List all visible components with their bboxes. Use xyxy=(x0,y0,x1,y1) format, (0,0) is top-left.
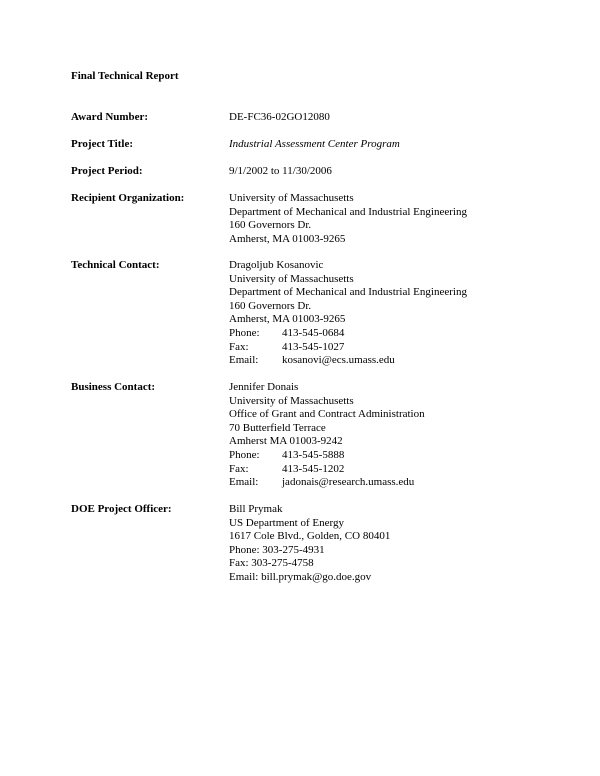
phone-label: Phone: xyxy=(229,326,260,339)
recipient-line: University of Massachusetts xyxy=(229,192,354,204)
email-label: Email: xyxy=(229,354,259,367)
business-contact-line: 70 Butterfield Terrace xyxy=(229,421,326,434)
business-contact-line: Jennifer Donais xyxy=(229,381,299,393)
recipient-organization-label: Recipient Organization: xyxy=(71,192,185,204)
technical-contact-label: Technical Contact: xyxy=(71,259,160,271)
award-number-label: Award Number: xyxy=(71,111,149,123)
business-contact-phone xyxy=(229,449,425,463)
project-title-label: Project Title: xyxy=(71,138,134,150)
fax-label: Fax: xyxy=(229,462,249,475)
business-contact-label: Business Contact: xyxy=(71,381,156,393)
email-value: jadonais@research.umass.edu xyxy=(282,476,415,489)
recipient-organization-value xyxy=(229,192,467,246)
fax-label: Fax: xyxy=(229,340,249,353)
doe-project-officer-label: DOE Project Officer: xyxy=(71,503,172,515)
technical-contact-line: University of Massachusetts xyxy=(229,272,354,285)
doe-officer-line: Phone: 303-275-4931 xyxy=(229,543,325,556)
business-contact-value xyxy=(229,381,425,490)
phone-value: 413-545-5888 xyxy=(282,448,345,461)
project-title-value: Industrial Assessment Center Program xyxy=(229,138,400,150)
fax-value: 413-545-1027 xyxy=(282,340,345,353)
business-contact-fax xyxy=(229,463,425,477)
email-value: kosanovi@ecs.umass.edu xyxy=(282,354,395,367)
email-label: Email: xyxy=(229,476,259,489)
doe-officer-line: Fax: 303-275-4758 xyxy=(229,557,314,570)
fax-value: 413-545-1202 xyxy=(282,462,345,475)
report-title: Final Technical Report xyxy=(71,70,179,82)
project-period-label: Project Period: xyxy=(71,165,143,177)
technical-contact-line: Dragoljub Kosanovic xyxy=(229,259,324,271)
recipient-line: 160 Governors Dr. xyxy=(229,219,312,232)
doe-project-officer-value xyxy=(229,503,390,585)
technical-contact-fax xyxy=(229,341,467,355)
recipient-line: Department of Mechanical and Industrial Engineering xyxy=(229,205,467,218)
doe-officer-line: 1617 Cole Blvd., Golden, CO 80401 xyxy=(229,530,391,543)
technical-contact-value xyxy=(229,259,467,368)
business-contact-line: Amherst MA 01003-9242 xyxy=(229,435,343,448)
business-contact-line: Office of Grant and Contract Administration xyxy=(229,408,425,421)
technical-contact-line: Department of Mechanical and Industrial Engineering xyxy=(229,286,467,299)
doe-officer-line: Email: bill.prymak@go.doe.gov xyxy=(229,570,372,583)
business-contact-line: University of Massachusetts xyxy=(229,394,354,407)
business-contact-email xyxy=(229,476,425,490)
doe-officer-line: Bill Prymak xyxy=(229,503,283,515)
award-number-value: DE-FC36-02GO12080 xyxy=(229,111,330,123)
technical-contact-email xyxy=(229,354,467,368)
phone-label: Phone: xyxy=(229,448,260,461)
phone-value: 413-545-0684 xyxy=(282,326,345,339)
technical-contact-line: 160 Governors Dr. xyxy=(229,299,312,312)
technical-contact-line: Amherst, MA 01003-9265 xyxy=(229,313,346,326)
doe-officer-line: US Department of Energy xyxy=(229,516,344,529)
project-period-value: 9/1/2002 to 11/30/2006 xyxy=(229,165,332,177)
technical-contact-phone xyxy=(229,327,467,341)
recipient-line: Amherst, MA 01003-9265 xyxy=(229,232,346,245)
